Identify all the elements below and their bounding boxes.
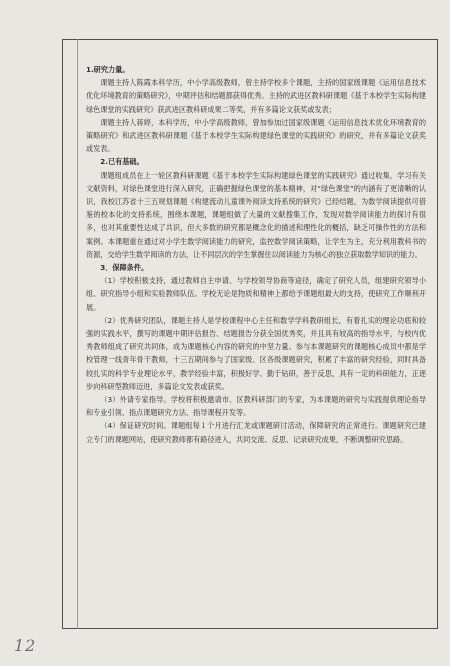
paragraph: 课题组成员在上一轮区教科研课题《基于本校学生实际构建绿色课堂的实践研究》通过收集、学习有关文献资料，对绿色课堂进行深入研究，正确把握绿色课堂的基本精神，对“绿色课堂”的内涵有了更清晰的认识，我校江苏省十三五规划课题《构建流动儿童课外阅读支持系统的研究》已经结题，为数学阅读提供可借鉴的校本化的支持系统，围绕本课题，课题组做了大量的文献搜集工作，发现对数学阅读能力的探讨有很多，也对其重要性达成了共识，但大多数的研究都是概念化的描述和理性化的概括，缺乏可操作性的方法和案例。本课题重在通过对小学生数学阅读能力的研究，监控数学阅读策略，让学生为主，充分利用教科书的资源，交给学生数学阅读的方法，让不同层次的学生掌握住以阅读能力为核心的独立获取数学知识的能力。 — [86, 170, 426, 259]
section-heading-existing-foundation: 2.已有基础。 — [100, 157, 144, 167]
section-heading-guarantee-conditions: 3．保障条件。 — [100, 263, 149, 273]
paragraph: （4）保证研究时间。课题组每１个月进行汇龙或课题研讨活动，保障研究的正常进行。课题研究已建立专门的课题网站，使研究教师都有路径进入，共同交流、反思、记录研究成果，不断调整研究思路。 — [86, 421, 426, 444]
paragraph: 课题主持人蒋婷，本科学历，中小学高级教师，曾加参加过国家级课题《运用信息技术优化环境教育的策略研究》和武进区教科研课题《基于本校学生实际构建绿色课堂的实践研究》的研究，并有多篇论文获奖或发表。 — [86, 117, 426, 154]
paragraph: （2）优秀研究团队，课题主持人是学校课程中心主任和数学学科教研组长，有着扎实的理论功底和较强的实践水平，撰写的课题中期评估报告、结题报告分获全国优秀奖，并且具有较高的指导水平，与校内优秀教师组成了研究共同体，成为课题核心内容的研究的中坚力量。参与本课题研究的课题核心成员中都是学校管理一线青年骨干教师，十三五期间参与了国家级、区各级课题研究，积累了丰富的研究经验，同时具备较扎实的科学专业理论水平，教学经验丰富，积极好学、勤于钻研，善于反思，具有一定的科研能力，正逐步向科研型教师迈进，多篇论文发表或获奖。 — [86, 315, 426, 391]
paragraph: （3）外请专家指导。学校将积极邀请市、区教科研部门的专家，为本课题的研究与实践提供理论指导和专业引领、指点课题研究方法、指导课程开发等。 — [86, 395, 426, 418]
document-body — [86, 63, 426, 446]
paragraph: 课题主持人陈霞本科学历，中小学高级教师，曾主持学校多个课题，主持的国家级课题《运用信息技术优化环境教育的策略研究》，中期评估和结题都获得优秀。主持的武进区教科研课题《基于本校学生实际构建绿色课堂的实践研究》获武进区教科研成果二等奖，并有多篇论文获奖或发表； — [86, 78, 426, 114]
column-divider — [77, 39, 78, 629]
section-heading-research-strength: 1.研究力量。 — [86, 65, 130, 74]
page-number: 12 — [14, 636, 37, 655]
paragraph: （1）学校积极支持，通过教师自主申请、与学校领导协商等途径，确定了研究人员，组建研究领导小组、研究指导小组和实验教师队伍。学校无论是物质和精神上都给予课题组最大的支持，使研究工作顺利开展。 — [86, 276, 426, 312]
